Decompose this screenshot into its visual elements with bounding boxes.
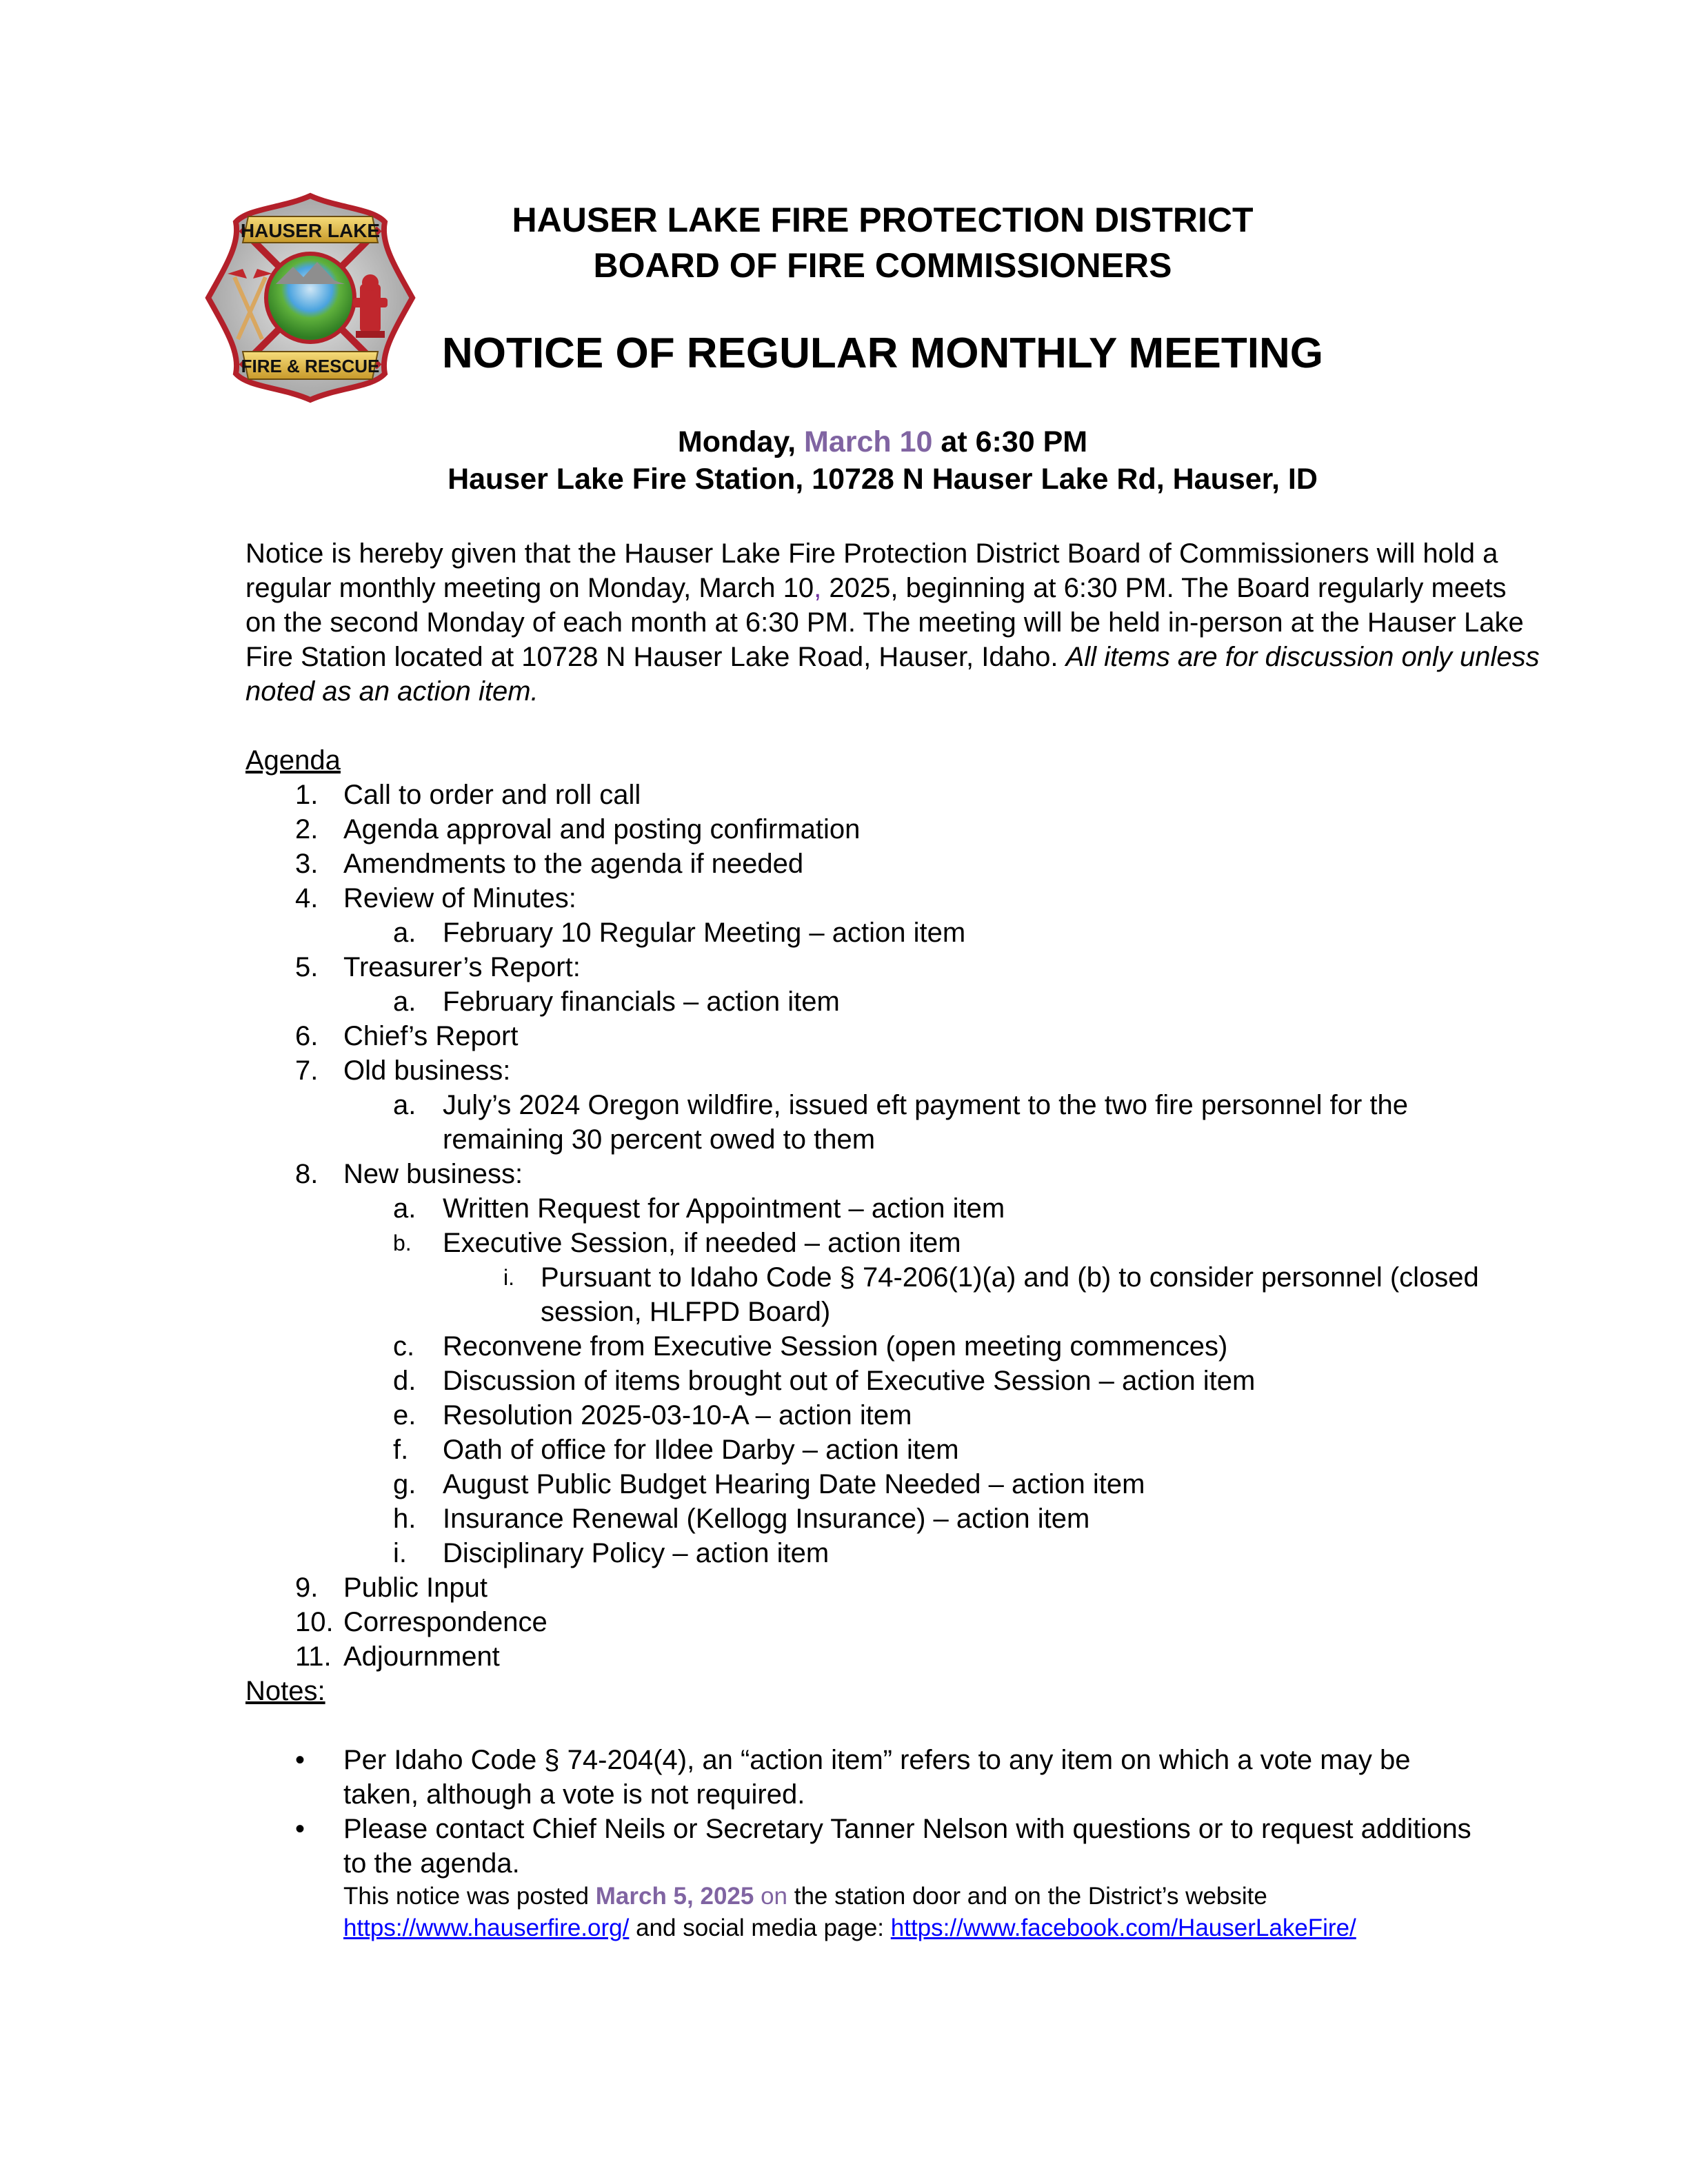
notice-paragraph: Notice is hereby given that the Hauser Lake Fire Protection District Board of Commissioners will hold a regular monthly meeting on Monday, March 10, 2025, beginning at 6:30 PM. The Board regularly meets on the second Monday of each month at 6:30 PM. The meeting will be held in-person at the Hauser Lake Fire Station located at 10728 N Hauser Lake Road, Hauser, Idaho. All items are for discussion only unless noted as an action item. <box>245 538 1540 707</box>
agenda-item: 10. Correspondence <box>295 1607 547 1637</box>
board-name: BOARD OF FIRE COMMISSIONERS <box>593 246 1172 285</box>
bullet-icon: • <box>295 1745 305 1775</box>
agenda-item: 11. Adjournment <box>295 1641 500 1672</box>
agenda-subitem: f. Oath of office for Ildee Darby – action item <box>393 1435 959 1465</box>
agenda-subitem: g. August Public Budget Hearing Date Needed – action item <box>393 1469 1145 1499</box>
agenda-subsubitem: i. Pursuant to Idaho Code § 74-206(1)(a) and (b) to consider personnel (closed session, HLFPD Board) <box>503 1262 1479 1327</box>
facebook-link[interactable]: https://www.facebook.com/HauserLakeFire/ <box>890 1914 1356 1941</box>
posting-notice: This notice was posted March 5, 2025 on the station door and on the District’s website https://www.hauserfire.org/ and social media page: https://www.facebook.com/HauserLakeFire/ <box>343 1883 1356 1941</box>
agenda-subitem: a. July’s 2024 Oregon wildfire, issued eft payment to the two fire personnel for the remaining 30 percent owed to them <box>393 1090 1409 1155</box>
fire-district-logo <box>200 188 421 408</box>
agenda-item: 9. Public Input <box>295 1573 488 1603</box>
agenda-subitem: c. Reconvene from Executive Session (open meeting commences) <box>393 1331 1228 1362</box>
district-name: HAUSER LAKE FIRE PROTECTION DISTRICT <box>512 201 1254 239</box>
maltese-cross-badge-icon <box>200 188 421 408</box>
meeting-info <box>241 423 1524 498</box>
agenda-item: 2. Agenda approval and posting confirmation <box>295 814 861 845</box>
agenda-subitem: a. Written Request for Appointment – action item <box>393 1193 1005 1224</box>
notes-heading: Notes: <box>245 1676 325 1706</box>
discussion-disclaimer: All items are for discussion only unless noted as an action item. <box>245 642 1540 707</box>
agenda-list <box>245 778 1556 1674</box>
posted-date: March 5, 2025 <box>595 1883 754 1910</box>
bullet-icon: • <box>295 1814 305 1844</box>
agenda-item: 5. Treasurer’s Report: <box>295 952 581 982</box>
note-item: • Please contact Chief Neils or Secretary Tanner Nelson with questions or to request additions to the agenda. <box>245 1812 1556 1881</box>
notes-list <box>245 1743 1556 1881</box>
website-link[interactable]: https://www.hauserfire.org/ <box>343 1914 630 1941</box>
agenda-item: 4. Review of Minutes: <box>295 883 576 913</box>
note-item: • Per Idaho Code § 74-204(4), an “action item” refers to any item on which a vote may be taken, although a vote is not required. <box>245 1743 1556 1812</box>
agenda-subitem: h. Insurance Renewal (Kellogg Insurance) – action item <box>393 1504 1090 1534</box>
top-banner <box>241 216 380 243</box>
bottom-banner <box>241 352 380 379</box>
meeting-date: March 10 <box>804 425 933 458</box>
svg-text:HAUSER LAKE: HAUSER LAKE <box>240 220 381 241</box>
meeting-datetime: Monday, March 10 at 6:30 PM <box>677 425 1088 458</box>
agenda-item: 6. Chief’s Report <box>295 1021 519 1051</box>
agenda-item: 1. Call to order and roll call <box>295 780 641 810</box>
agenda-subitem: a. February financials – action item <box>393 987 840 1017</box>
notice-title: NOTICE OF REGULAR MONTHLY MEETING <box>442 330 1323 377</box>
svg-text:FIRE & RESCUE: FIRE & RESCUE <box>241 356 380 376</box>
agenda-subitem: a. February 10 Regular Meeting – action item <box>393 918 966 948</box>
document-header <box>428 197 1338 288</box>
agenda-subitem: e. Resolution 2025-03-10-A – action item <box>393 1400 912 1430</box>
agenda-subitem: i. Disciplinary Policy – action item <box>393 1538 830 1568</box>
agenda-subitem: b. Executive Session, if needed – action item <box>393 1228 961 1258</box>
agenda-item: 3. Amendments to the agenda if needed <box>295 849 804 879</box>
meeting-location: Hauser Lake Fire Station, 10728 N Hauser Lake Rd, Hauser, ID <box>448 463 1318 496</box>
agenda-subitem: d. Discussion of items brought out of Executive Session – action item <box>393 1366 1256 1396</box>
agenda-item: 8. New business: <box>295 1159 523 1189</box>
agenda-item: 7. Old business: <box>295 1055 511 1086</box>
agenda-heading: Agenda <box>245 745 341 776</box>
